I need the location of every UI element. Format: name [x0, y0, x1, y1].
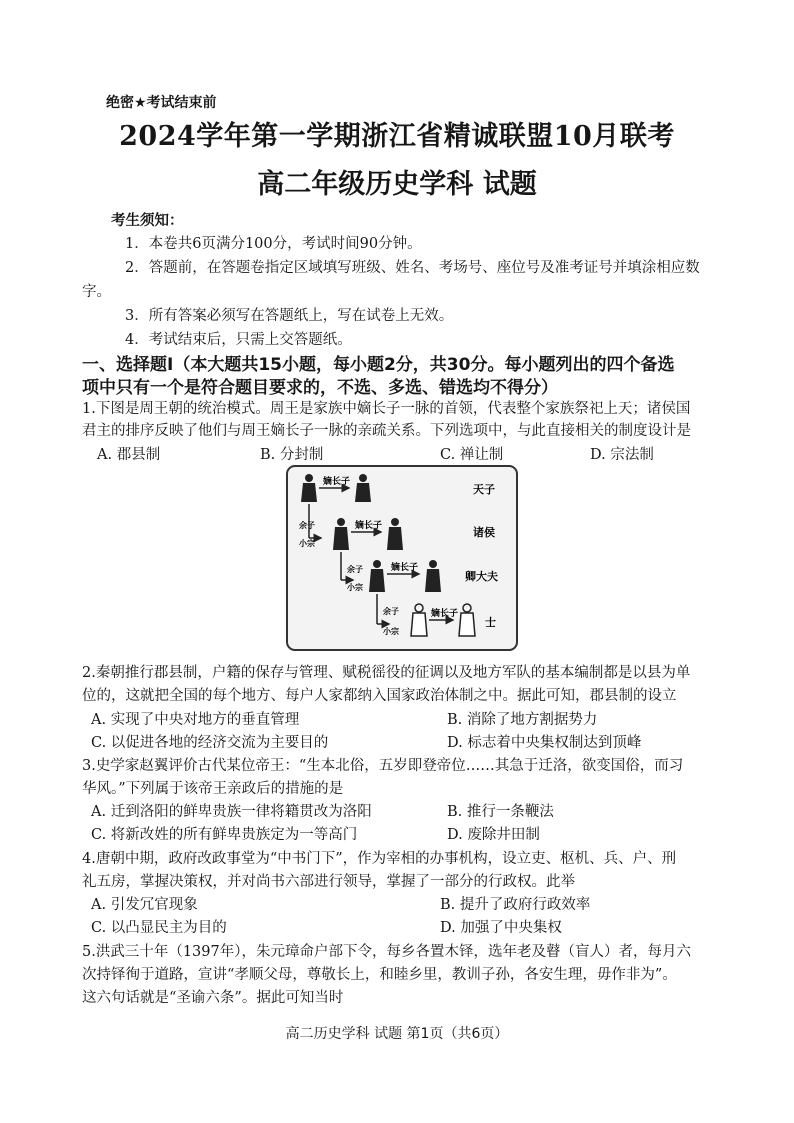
question-3-stem: 华风。”下列属于该帝王亲政后的措施的是	[82, 781, 344, 797]
notice-item: 1．本卷共6页满分100分，考试时间90分钟。	[125, 236, 422, 252]
zhou-hierarchy-diagram	[285, 464, 521, 654]
younger-son-label: 余子	[347, 565, 363, 574]
question-4-option-a: A. 引发冗官现象	[91, 897, 198, 913]
notice-item: 4．考试结束后，只需上交答题纸。	[125, 332, 352, 348]
question-3-option-a: A. 迁到洛阳的鲜卑贵族一律将籍贯改为洛阳	[91, 804, 372, 820]
question-4-option-b: B. 提升了政府行政效率	[440, 897, 591, 913]
question-5-stem: 这六句话就是“圣谕六条”。据此可知当时	[82, 990, 344, 1006]
question-4-stem: 4.唐朝中期，政府改政事堂为“中书门下”，作为宰相的办事机构，设立吏、枢机、兵、户、刑	[82, 851, 677, 867]
question-1-option-b: B. 分封制	[260, 447, 324, 463]
question-3-stem: 3.史学家赵翼评价古代某位帝王：“生本北俗，五岁即登帝位……其急于迁洛，欲变国俗，而习	[82, 758, 684, 774]
small-clan-label: 小宗	[299, 539, 315, 548]
question-2-option-d: D. 标志着中央集权制达到顶峰	[447, 735, 642, 751]
question-2-stem: 位的，这就把全国的每个地方、每户人家都纳入国家政治体制之中。据此可知，郡县制的设立	[82, 688, 677, 704]
question-3-option-c: C. 将新改姓的所有鲜卑贵族定为一等高门	[91, 827, 358, 843]
question-3-option-b: B. 推行一条鞭法	[447, 804, 554, 820]
question-1-option-a: A. 郡县制	[97, 447, 161, 463]
notice-item-continued: 字。	[82, 284, 111, 300]
question-2-option-b: B. 消除了地方割据势力	[447, 712, 598, 728]
notice-heading: 考生须知：	[111, 213, 184, 229]
level-label-ministers: 卿大夫	[465, 570, 498, 583]
section-heading-continued: 项中只有一个是符合题目要求的，不选、多选、错选均不得分）	[82, 378, 558, 398]
question-3-option-d: D. 废除井田制	[447, 827, 540, 843]
small-clan-label: 小宗	[383, 627, 399, 636]
notice-item: 3．所有答案必须写在答题纸上，写在试卷上无效。	[125, 308, 454, 324]
question-1-stem: 君主的排序反映了他们与周王嫡长子一脉的亲疏关系。下列选项中，与此直接相关的制度设计是	[82, 423, 691, 439]
question-2-stem: 2.秦朝推行郡县制，户籍的保存与管理、赋税徭役的征调以及地方军队的基本编制都是以县为单	[82, 665, 691, 681]
level-label-son-of-heaven: 天子	[473, 483, 495, 496]
eldest-son-label: 嫡长子	[431, 609, 459, 619]
question-2-option-a: A. 实现了中央对地方的垂直管理	[91, 712, 300, 728]
question-1-option-c: C. 禅让制	[440, 447, 504, 463]
question-4-option-c: C. 以凸显民主为目的	[91, 920, 227, 936]
question-5-stem: 次持铎徇于道路，宣讲“孝顺父母，尊敬长上，和睦乡里，教训子孙，各安生理，毋作非为”。	[82, 967, 677, 983]
question-5-stem: 5.洪武三十年（1397年），朱元璋命户部下令，每乡各置木铎，选年老及瞽（盲人）者，每月六	[82, 944, 691, 960]
younger-son-label: 余子	[299, 521, 315, 530]
page-footer: 高二历史学科 试题 第1页（共6页）	[285, 1026, 509, 1042]
younger-son-label: 余子	[383, 607, 399, 616]
question-4-option-d: D. 加强了中央集权	[440, 920, 562, 936]
small-clan-label: 小宗	[347, 583, 363, 592]
eldest-son-label: 嫡长子	[391, 563, 419, 573]
level-label-scholars: 士	[485, 616, 496, 629]
eldest-son-label: 嫡长子	[355, 521, 383, 531]
exam-subtitle: 高二年级历史学科 试题	[257, 169, 537, 200]
section-heading: 一、选择题Ⅰ（本大题共15小题，每小题2分，共30分。每小题列出的四个备选	[82, 355, 675, 375]
question-4-stem: 礼五房，掌握决策权，并对尚书六部进行领导，掌握了一部分的行政权。此举	[82, 874, 575, 890]
question-2-option-c: C. 以促进各地的经济交流为主要目的	[91, 735, 329, 751]
question-1-option-d: D. 宗法制	[590, 447, 654, 463]
question-1-stem: 1.下图是周王朝的统治模式。周王是家族中嫡长子一脉的首领，代表整个家族祭祀上天；诸侯国	[82, 401, 691, 417]
level-label-feudal-lords: 诸侯	[473, 526, 495, 539]
notice-item: 2．答题前，在答题卷指定区域填写班级、姓名、考场号、座位号及准考证号并填涂相应数	[125, 260, 700, 276]
confidential-label: 绝密★考试结束前	[106, 95, 217, 111]
eldest-son-label: 嫡长子	[323, 477, 351, 487]
exam-title: 2024学年第一学期浙江省精诚联盟10月联考	[119, 121, 675, 152]
